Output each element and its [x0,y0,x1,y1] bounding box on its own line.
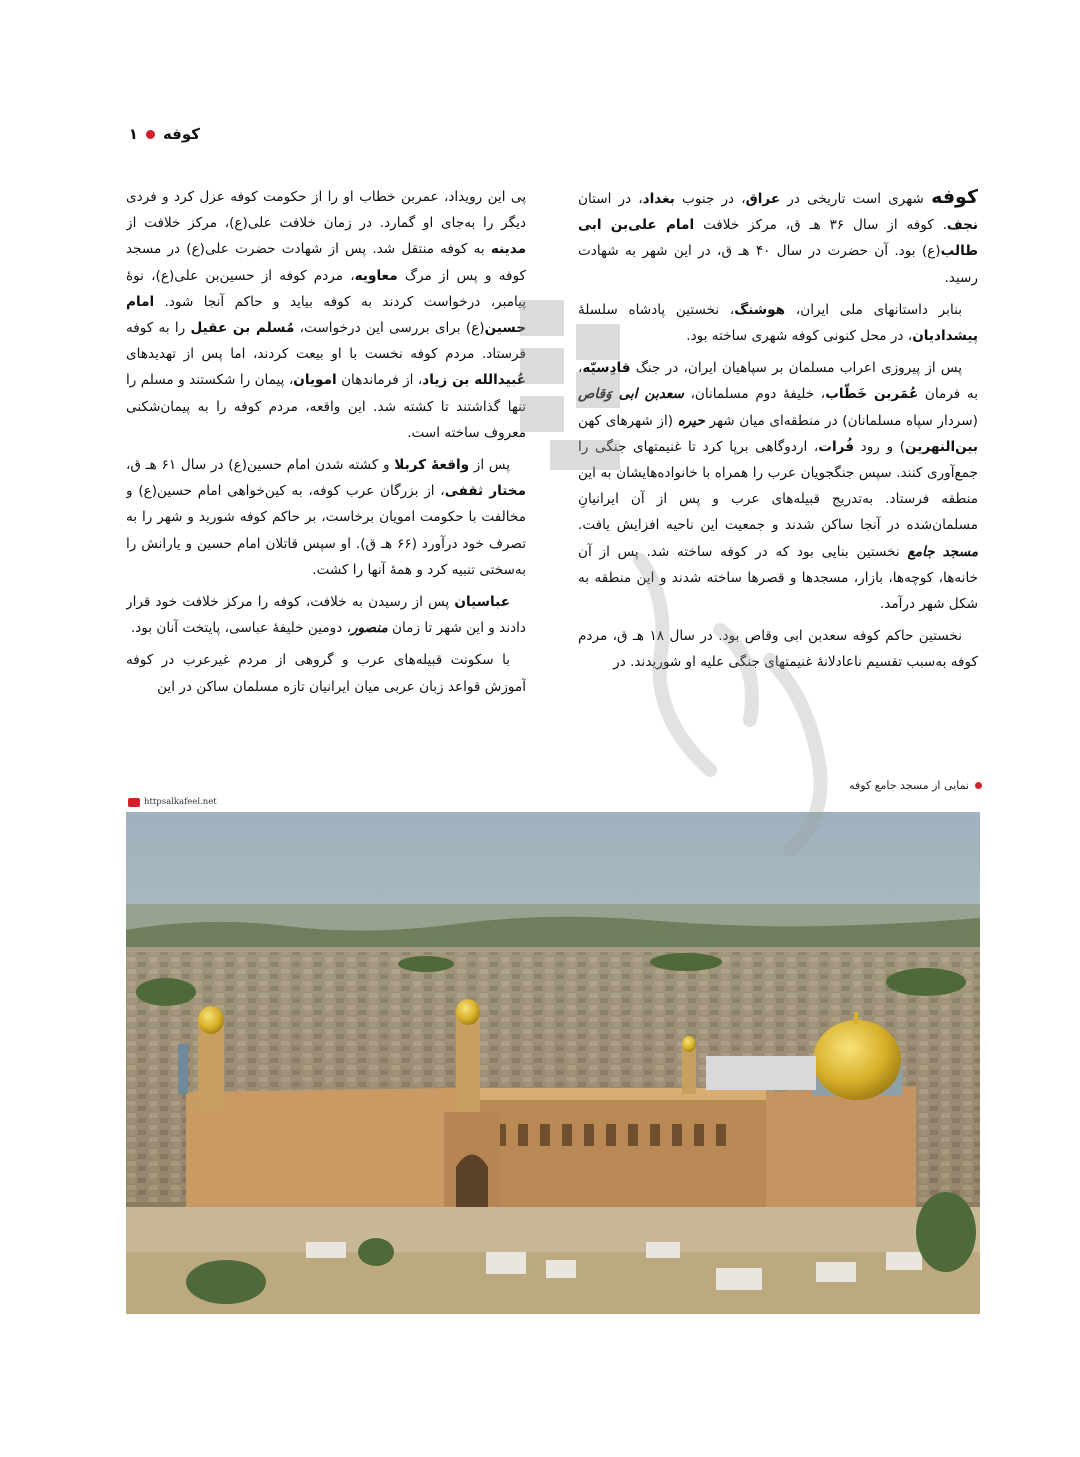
paragraph [578,297,978,349]
bold-term: مختار ثقفی [444,483,526,500]
bold-term: قادِسیّه [582,360,631,377]
text-run: ، مردم کوفه از حسین‌بن علی(ع)، نوهٔ پیامبر، درخواست کردند به کوفه بیاید و حاکم آنجا شود. [126,267,526,310]
text-run: پس از پیروزی اعراب مسلمان بر سپاهیان ایران، در جنگ [630,360,962,377]
text-run: ، دومین خلیفهٔ عباسی، پایتخت آنان بود. [130,620,351,637]
text-run: ، در استان [578,191,643,207]
text-run: ، در محل کنونی کوفه شهری ساخته بود. [686,328,913,345]
text-run: بنابر داستانهای ملی ایران، [785,301,962,318]
paragraph [126,184,526,446]
text-run: ) و رود [853,438,906,455]
bold-term: عراق [745,191,781,207]
text-run: ، نخستین پادشاه سلسلهٔ [578,301,735,318]
text-run: نخستین حاکم کوفه سعدبن ابی وقاص بود. در سال ۱۸ هـ ق، مردم کوفه به‌سبب تقسیم ناعادلانهٔ غنیمتهای جنگی علیه او شوریدند. در [578,628,978,671]
text-run: به کوفه منتقل شد. پس از شهادت حضرت علی(ع) در مسجد کوفه و پس از مرگ [126,241,526,284]
text-run: (از شهرهای کهن [578,412,678,429]
text-run: پس از رسیدن به خلافت، کوفه را مرکز خلافت خود قرار دادند و این شهر تا زمان [126,594,526,637]
bold-term: هوشنگ [734,301,786,318]
paragraph [578,184,978,291]
text-run: پس از [469,457,510,474]
text-run: ، از فرماندهان [336,372,423,389]
paragraph [578,355,978,617]
bold-term: امویان [293,372,337,389]
bold-term: عُمَربن خَطّاب [825,386,919,403]
bold-term: عُبیدالله بن زیاد [422,372,526,389]
mosque-illustration [126,812,980,1314]
text-run: ، پیمان را شکستند و مسلم را تنها گذاشتند تا کشته شد. این واقعه، مردم کوفه را به پیمان‌شکنی معروف ساخته است. [126,372,526,441]
photo-credit [128,795,217,809]
text-run: ، در جنوب [674,191,746,207]
caption-text: نمایی از مسجد جامع کوفه [849,778,969,792]
text-run: ، از بزرگان عرب کوفه، به کین‌خواهی امام حسین(ع) و مخالفت با حکومت امویان برخاست، بر حاکم کوفه شورید و شهر را به تصرف خود درآورد (۶۶ هـ ق). او سپس قاتلان امام حسین و یارانش را به‌سختی تنبیه کرد و همهٔ آنها را کشت. [126,483,526,578]
text-run: شهری است تاریخی در [780,191,932,207]
bold-term: معاویه [354,267,398,284]
italic-term: سعدبن ابی وَقاص [578,386,684,403]
bold-term: واقعهٔ کربلا [394,457,470,474]
figure-caption [849,776,982,794]
bold-term: پیشدادیان [912,328,978,345]
bold-term: امام حسین [126,293,526,337]
italic-term: منصور [350,620,388,637]
text-run: ، اردوگاهی برپا کرد تا غنیمتهای جنگی را جمع‌آوری کنند. سپس جنگجویان عرب را همراه با خانواده‌هایشان به این منطقه فرستاد. به‌تدریج قبیله‌های عرب و پس از آن ایرانیانِ مسلمان‌شده در آنجا ساکن شدند و جمعیت این ناحیه افزایش یافت. [578,438,978,534]
red-bullet-icon [146,130,155,139]
italic-term: حیره [677,412,705,429]
bold-term: امام علی‌بن ابی طالب [578,217,978,260]
text-run: (ع) برای بررسی این درخواست، [294,320,485,337]
running-header [120,122,200,146]
bold-term: بین‌النهرین [905,438,978,455]
text-run: (سردار سپاه مسلمانان) در منطقه‌ای میان شهر [704,412,978,429]
text-run: پی این رویداد، عمربن خطاب او را از حکومت کوفه عزل کرد و فردی دیگر را به‌جای او گمارد. در زمان خلافت علی(ع)، مرکز خلافت از [126,189,526,232]
paragraph [126,647,526,699]
text-column-right [578,184,978,744]
paragraph [126,452,526,583]
text-column-left [126,184,526,744]
text-run: و کشته شدن امام حسین(ع) در سال ۶۱ هـ ق، [126,457,395,474]
text-run: با سکونت قبیله‌های عرب و گروهی از مردم غیرعرب در کوفه آموزش قواعد زبان عربی میان ایرانیان تازه مسلمان ساکن در این [126,652,526,695]
credit-text: httpsalkafeel.net [144,797,217,807]
bold-term: عباسیان [454,594,510,611]
italic-term: مسجد جامع [907,543,978,560]
paragraph [126,589,526,641]
header-title: کوفه [162,125,200,143]
text-run: نخستین بنایی بود که در کوفه ساخته شد. پس از آن خانه‌ها، کوچه‌ها، بازار، مسجدها و قصرها ساخته شدند و این منطقه به شکل شهر درآمد. [578,543,978,613]
bold-term: نجف [946,217,978,234]
bold-term: بغداد [642,191,675,207]
text-run: ، به فرمان [578,360,978,403]
mosque-photo [126,812,980,1314]
paragraph [578,623,978,675]
bold-term: مدینه [490,241,526,258]
text-run: . کوفه از سال ۳۶ هـ ق، مرکز خلافت [694,217,947,234]
entry-headword: کوفه [931,186,978,208]
text-run: (ع) بود. آن حضرت در سال ۴۰ هـ ق، در این شهر به شهادت رسید. [578,243,978,286]
bold-term: مُسلم بن عقیل [190,320,295,337]
page-number: ۱ [128,125,138,143]
camera-icon [128,798,140,807]
bold-term: فُرات [818,438,854,455]
red-bullet-icon [975,782,982,789]
text-run: را به کوفه فرستاد. مردم کوفه نخست با او بیعت کردند، اما پس از تهدیدهای [126,320,526,363]
text-run: ، خلیفهٔ دوم مسلمانان، [683,386,826,403]
